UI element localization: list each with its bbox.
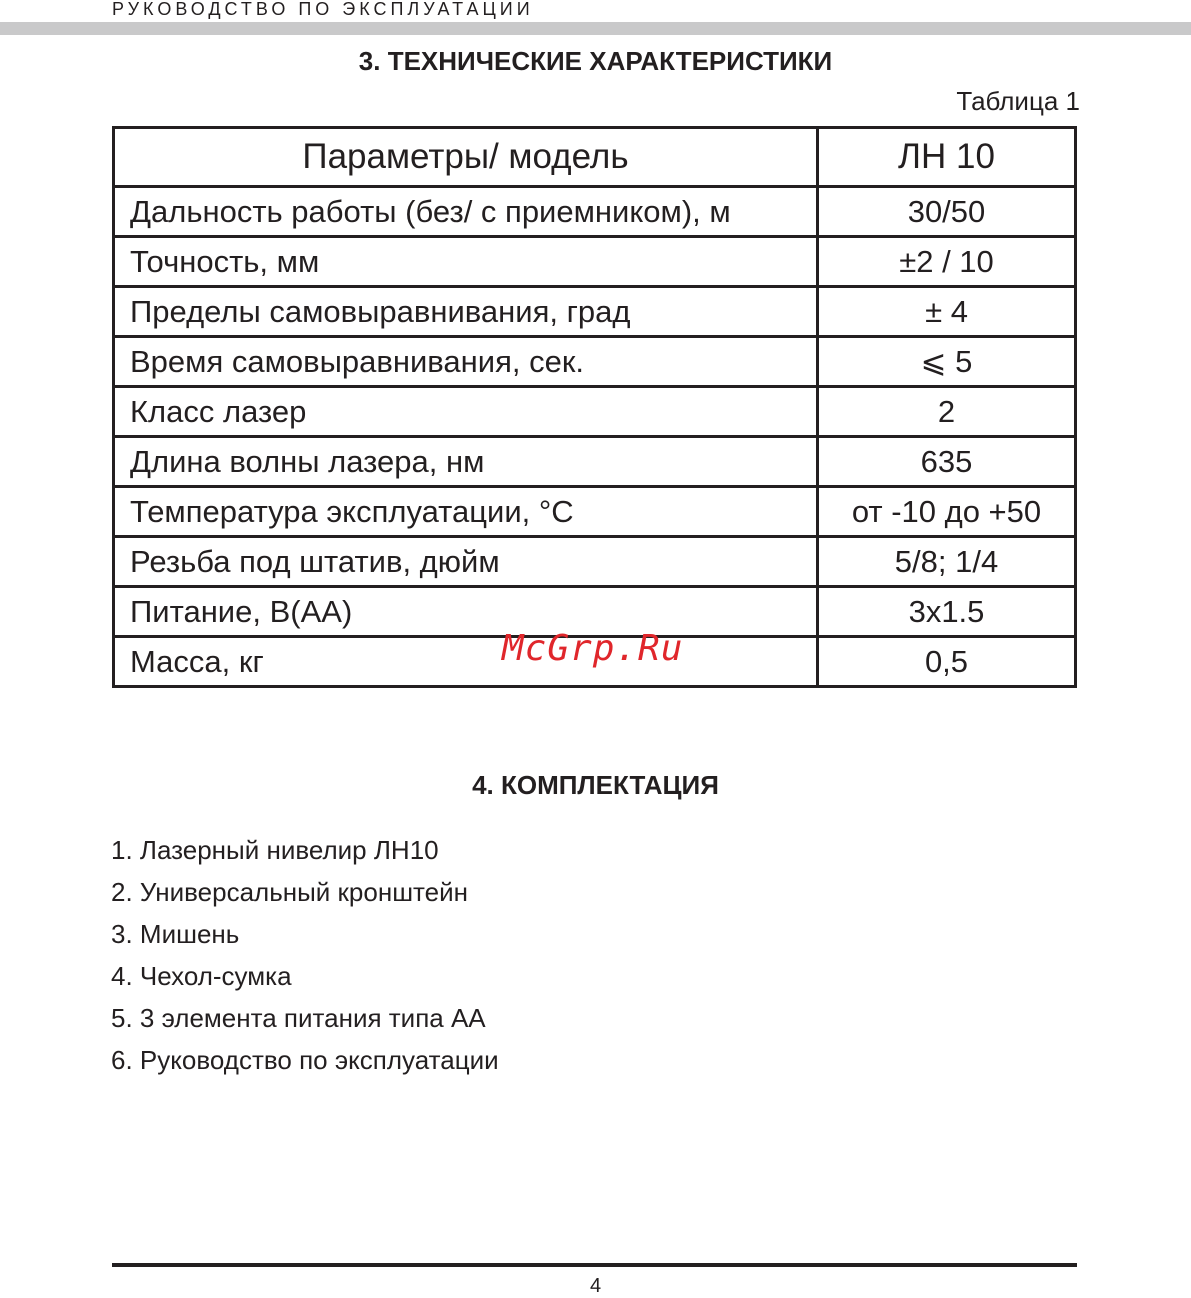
value-cell: 5/8; 1/4	[818, 537, 1076, 587]
param-cell: Класс лазер	[114, 387, 818, 437]
table-row	[114, 487, 1076, 537]
table-row	[114, 387, 1076, 437]
page-number: 4	[589, 1275, 602, 1297]
param-cell: Резьба под штатив, дюйм	[114, 537, 818, 587]
table-row	[114, 537, 1076, 587]
value-cell: 0,5	[818, 637, 1076, 687]
footer-rule	[112, 1263, 1077, 1267]
value-cell: ± 4	[818, 287, 1076, 337]
table-row	[114, 237, 1076, 287]
param-cell: Дальность работы (без/ с приемником), м	[114, 187, 818, 237]
list-item: 2. Универсальный кронштейн	[111, 877, 469, 907]
value-cell: 635	[818, 437, 1076, 487]
header-rule	[0, 22, 1191, 35]
param-cell: Питание, В(АА)	[114, 587, 818, 637]
value-cell: ⩽ 5	[818, 337, 1076, 387]
value-cell: 3х1.5	[818, 587, 1076, 637]
value-cell: 2	[818, 387, 1076, 437]
value-cell: 30/50	[818, 187, 1076, 237]
table-row	[114, 187, 1076, 237]
table-row	[114, 337, 1076, 387]
header-model-cell: ЛН 10	[818, 128, 1076, 187]
param-cell: Температура эксплуатации, °C	[114, 487, 818, 537]
watermark: McGrp.Ru	[502, 628, 684, 669]
table-header-row	[114, 128, 1076, 187]
kit-list	[111, 829, 499, 1081]
list-item: 1. Лазерный нивелир ЛН10	[111, 835, 439, 865]
running-header-title: РУКОВОДСТВО ПО ЭКСПЛУАТАЦИИ	[112, 0, 534, 19]
table-row	[114, 437, 1076, 487]
section-3-title: 3. ТЕХНИЧЕСКИЕ ХАРАКТЕРИСТИКИ	[358, 46, 833, 76]
table-caption: Таблица 1	[956, 86, 1080, 116]
list-item: 6. Руководство по эксплуатации	[111, 1045, 499, 1075]
param-cell: Точность, мм	[114, 237, 818, 287]
section-4-title: 4. КОМПЛЕКТАЦИЯ	[472, 770, 719, 800]
value-cell: от -10 до +50	[818, 487, 1076, 537]
param-cell: Время самовыравнивания, сек.	[114, 337, 818, 387]
param-cell: Длина волны лазера, нм	[114, 437, 818, 487]
table-row	[114, 287, 1076, 337]
header-param-cell: Параметры/ модель	[114, 128, 818, 187]
list-item: 5. 3 элемента питания типа АА	[111, 1003, 486, 1033]
list-item: 4. Чехол-сумка	[111, 961, 292, 991]
value-cell: ±2 / 10	[818, 237, 1076, 287]
specifications-table	[112, 126, 1077, 688]
param-cell: Пределы самовыравнивания, град	[114, 287, 818, 337]
list-item: 3. Мишень	[111, 919, 240, 949]
param-cell: Масса, кг	[114, 637, 818, 687]
